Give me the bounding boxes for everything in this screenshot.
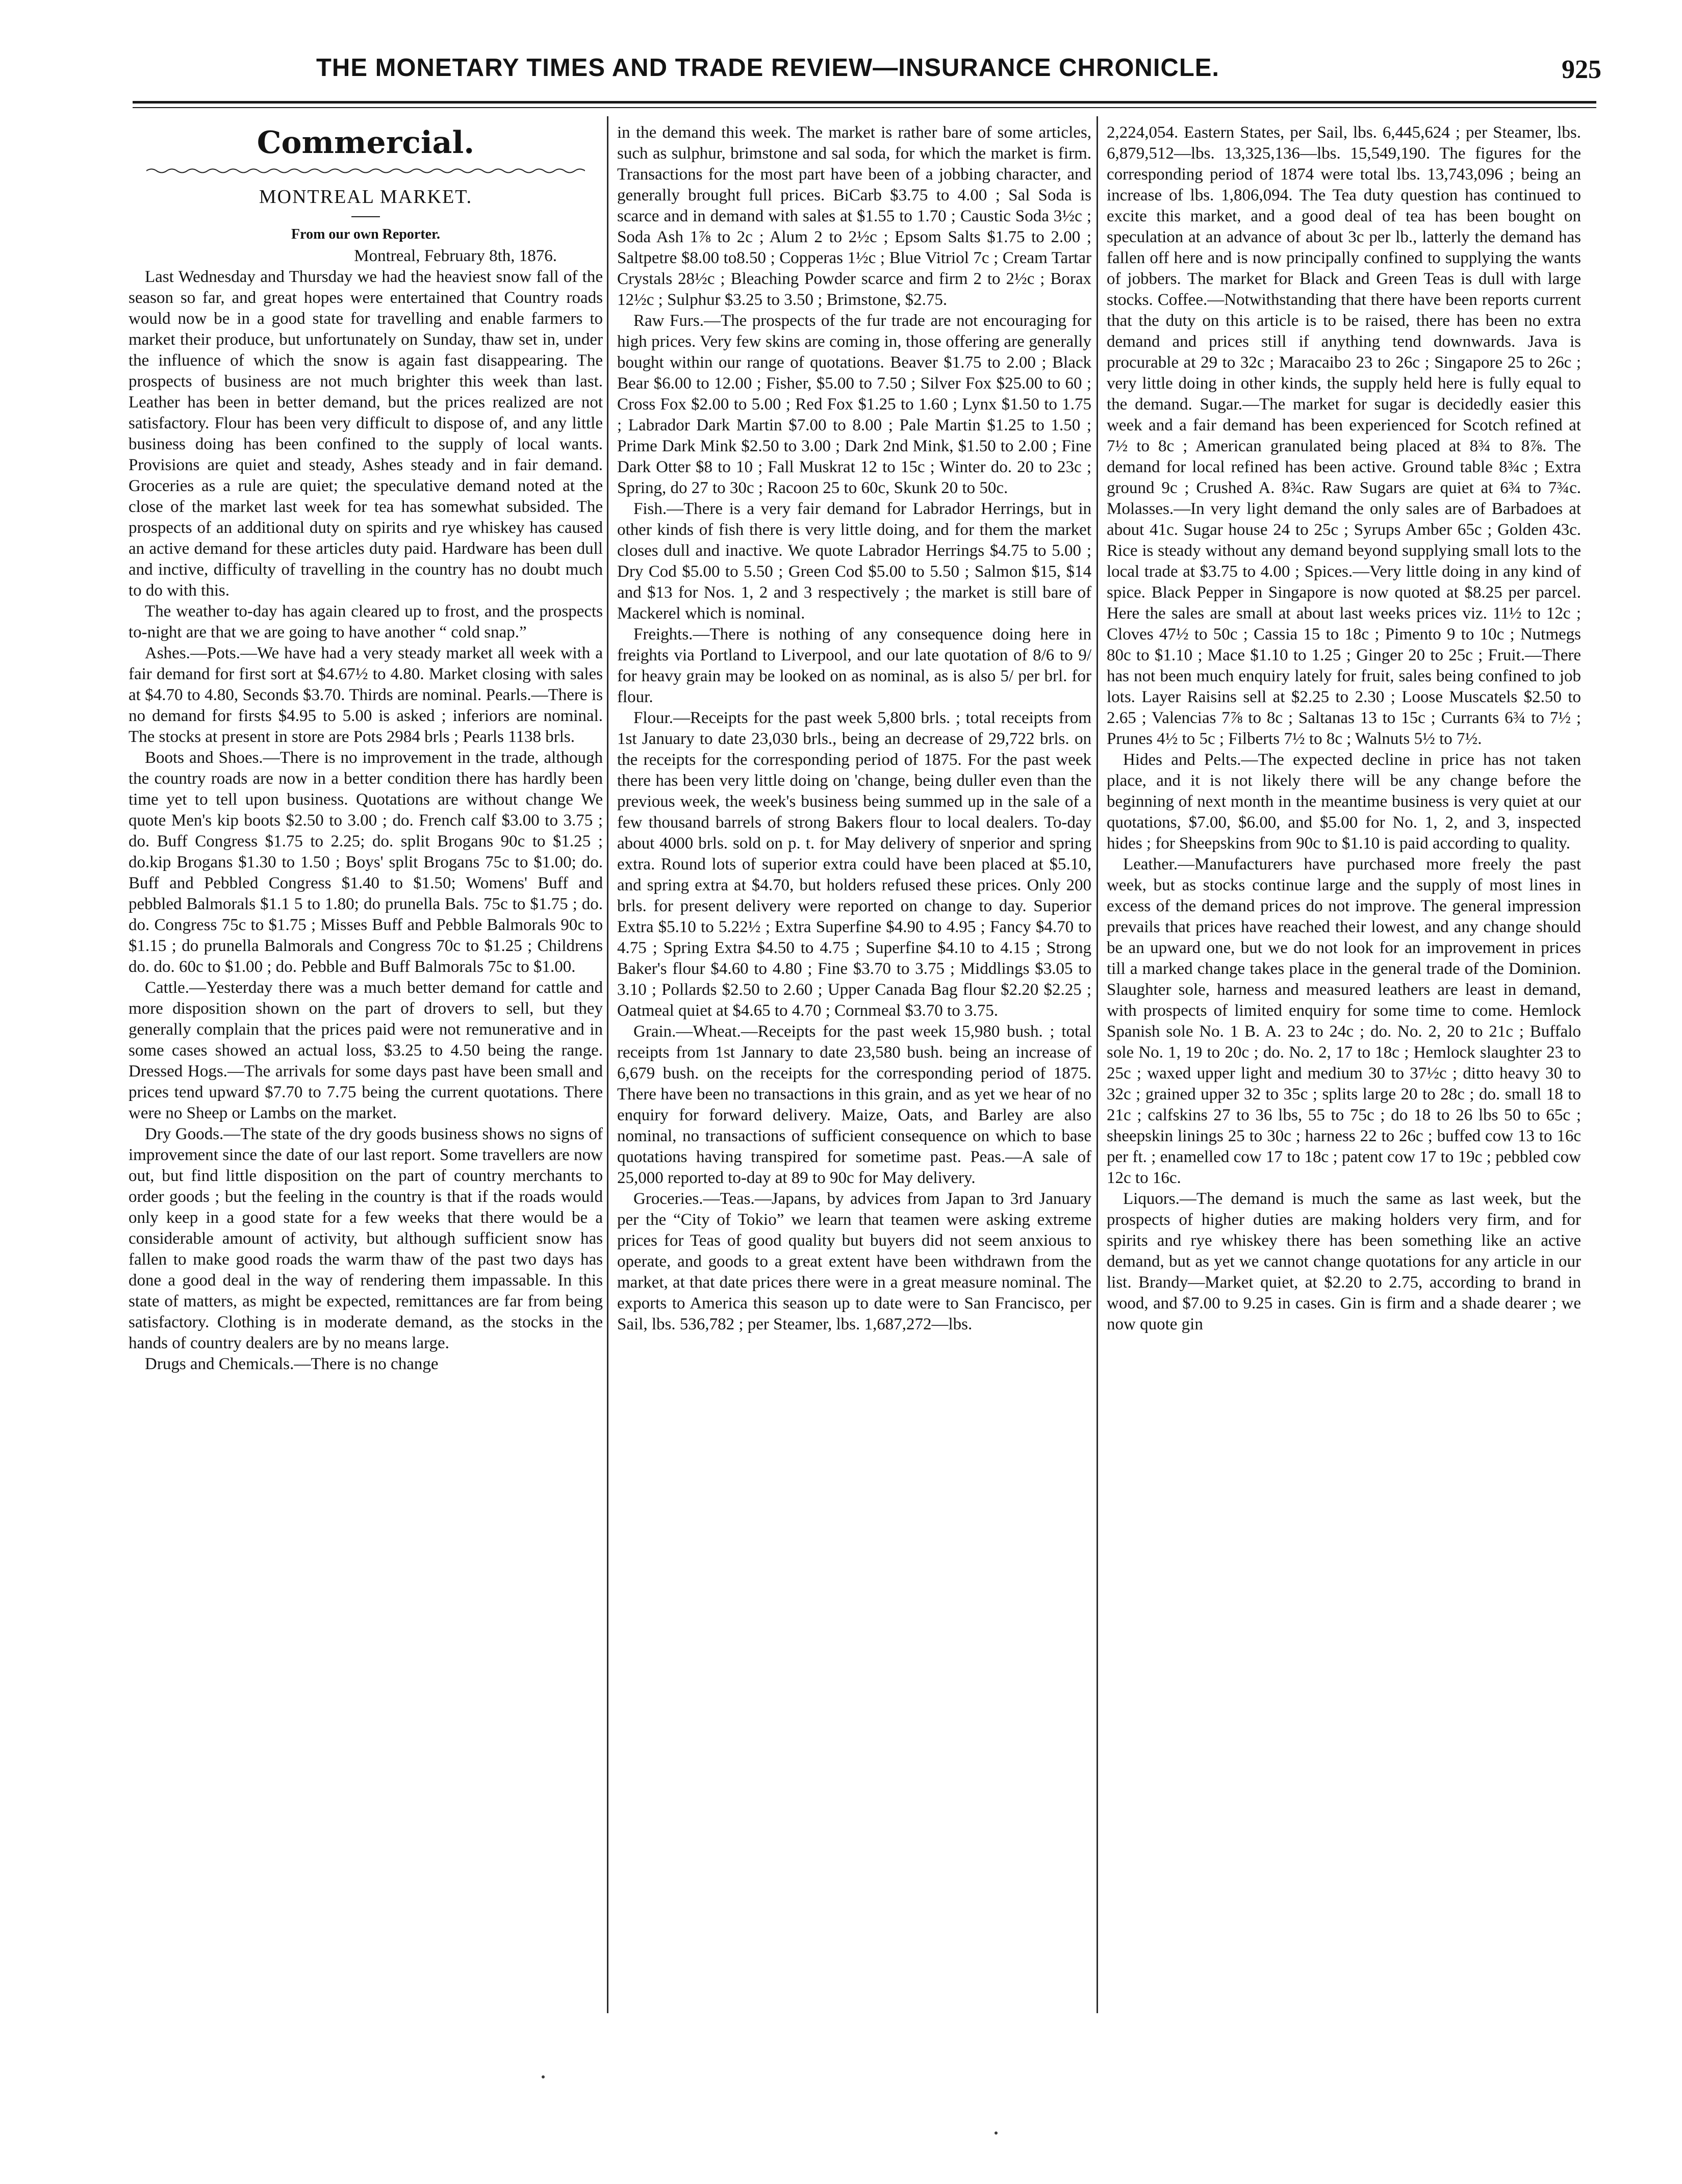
section-heading: Commercial.	[257, 125, 475, 161]
paragraph-fish: Fish.—There is a very fair demand for Labrador Herrings, but in other kinds of fish there is very little doing, and for them the market closes dull and inactive. We quote Labrador Herrings $4.75 to 5.00 ; Dry Cod $5.00 to 5.50 ; Green Cod $5.00 to 5.50 ; Salmon $15, $14 and $13 for Nos. 1, 2 and 3 respectively ; the market is still bare of Mackerel which is nominal.	[617, 500, 1091, 623]
paragraph-liquors: Liquors.—The demand is much the same as last week, but the prospects of higher duties are making holders very firm, and for spirits and rye whiskey there has been something like an active demand, but as yet we cannot change quotations for any article in our list. Brandy—Market quiet, at $2.20 to 2.75, according to brand in wood, and $7.00 to 9.25 in cases. Gin is firm and a shade dearer ; we now quote gin	[1107, 1190, 1581, 1333]
paragraph-flour: Flour.—Receipts for the past week 5,800 brls. ; total receipts from 1st January to date 23,030 brls., being an decrease of 29,722 brls. on the receipts for the corresponding period of 1875. For the past week there has been very little doing on 'change, being duller even than the previous week, the week's business being summed up in the sale of a few thousand barrels of strong Bakers flour to local dealers. To-day about 4000 brls. sold on p. t. for May delivery of snperior and spring extra. Round lots of superior extra could have been placed at $5.10, and spring extra at $4.70, but holders refused these prices. Only 200 brls. for present delivery were reported on change to day. Superior Extra $5.10 to 5.22½ ; Extra Superfine $4.90 to 4.95 ; Fancy $4.70 to 4.75 ; Spring Extra $4.50 to 4.75 ; Superfine $4.10 to 4.15 ; Strong Baker's flour $4.60 to 4.80 ; Fine $3.70 to 3.75 ; Middlings $3.05 to 3.10 ; Pollards $2.50 to 2.60 ; Upper Canada Bag flour $2.20 $2.25 ; Oatmeal quiet at $4.65 to 4.70 ; Cornmeal $3.70 to 3.75.	[617, 709, 1091, 1020]
running-head	[128, 54, 1601, 94]
paragraph-ashes: Ashes.—Pots.—We have had a very steady market all week with a fair demand for first sort at $4.67½ to 4.80. Market closing with sales at $4.70 to 4.80, Seconds $3.70. Thirds are nominal. Pearls.—There is no demand for firsts $4.95 to 5.00 is asked ; inferiors are nominal. The stocks at present in store are Pots 2984 brls ; Pearls 1138 brls.	[129, 644, 603, 746]
paragraph-drugs-continued: in the demand this week. The market is rather bare of some articles, such as sulphur, brimstone and sal soda, for which the market is firm. Transactions for the most part have been of a jobbing character, and generally brought full prices. BiCarb $3.75 to 4.00 ; Sal Soda is scarce and in demand with sales at $1.55 to 1.70 ; Caustic Soda 3½c ; Soda Ash 1⅞ to 2c ; Alum 2 to 2½c ; Epsom Salts $1.75 to 2.00 ; Saltpetre $8.00 to8.50 ; Copperas 1½c ; Blue Vitriol 7c ; Cream Tartar Crystals 28½c ; Bleaching Powder scarce and firm 2 to 2½c ; Borax 12½c ; Sulphur $3.25 to 3.50 ; Brimstone, $2.75.	[617, 123, 1091, 309]
paragraph-grain: Grain.—Wheat.—Receipts for the past week 15,980 bush. ; total receipts from 1st Jannary to date 23,580 bush. being an increase of 6,679 bush. on the receipts for the corresponding period of 1875. There have been no transactions in this grain, and as yet we hear of no enquiry for forward delivery. Maize, Oats, and Barley are also nominal, no transactions of sufficient consequence on which to base quotations having transpired for sometime past. Peas.—A sale of 25,000 reported to-day at 89 to 90c for May delivery.	[617, 1022, 1091, 1187]
header-rule-thin	[133, 107, 1596, 108]
paragraph-boots-and-shoes: Boots and Shoes.—There is no improvement in the trade, although the country roads are now in a better condition there has hardly been time yet to tell upon business. Quotations are without change We quote Men's kip boots $2.50 to 3.00 ; do. French calf $3.00 to 3.75 ; do. Buff Congress $1.75 to 2.25; do. split Brogans 90c to $1.25 ; do.kip Brogans $1.30 to 1.50 ; Boys' split Brogans 75c to $1.00; do. Buff and Pebbled Congress $1.40 to $1.50; Womens' Buff and pebbled Balmorals $1.1 5 to 1.80; do prunella Bals. 75c to $1.75 ; do. do. Congress 75c to $1.75 ; Misses Buff and Pebble Balmorals 90c to $1.15 ; do prunella Balmorals and Congress 70c to $1.25 ; Childrens do. do. 60c to $1.00 ; do. Pebble and Buff Balmorals 75c to $1.00.	[129, 749, 603, 976]
article-subheading: MONTREAL MARKET.	[259, 186, 473, 208]
paragraph-groceries-continued: 2,224,054. Eastern States, per Sail, lbs. 6,445,624 ; per Steamer, lbs. 6,879,512—lbs. 13,325,136—lbs. 15,549,190. The figures for the corresponding period of 1874 were total lbs. 13,743,096 ; being an increase of lbs. 1,806,094. The Tea duty question has continued to excite this market, and a good deal of tea has been bought on speculation at an advance of about 3c per lb., latterly the demand has fallen off here and is now principally confined to supplying the wants of jobbers. The market for Black and Green Teas is dull with large stocks. Coffee.—Notwithstanding that there have been reports current that the duty on this article is to be raised, there has been no extra demand and prices still if anything tend downwards. Java is procurable at 29 to 32c ; Maracaibo 23 to 26c ; Singapore 25 to 26c ; very little doing in other kinds, the supply held here is fully equal to the demand. Sugar.—The market for sugar is decidedly easier this week and a fair demand has been experienced for Scotch refined at 7½ to 8c ; American granulated being placed at 8¾ to 8⅞. The demand for local refined has been active. Ground table 8¾c ; Extra ground 9c ; Crushed A. 8¾c. Raw Sugars are quiet at 6¾ to 7¾c. Molasses.—In very light demand the only sales are of Barbadoes at about 41c. Sugar house 24 to 25c ; Syrups Amber 65c ; Golden 43c. Rice is steady without any demand beyond supplying small lots to the local trade at $3.75 to 4.00 ; Spices.—Very little doing in any kind of spice. Black Pepper in Singapore is now quoted at $8.25 per parcel. Here the sales are small at about last weeks prices viz. 11½ to 12c ; Cloves 47½ to 50c ; Cassia 15 to 18c ; Pimento 9 to 10c ; Nutmegs 80c to $1.10 ; Mace $1.10 to 1.25 ; Ginger 20 to 25c ; Fruit.—There has not been much enquiry lately for fruit, sales being confined to job lots. Layer Raisins sell at $2.25 to 2.30 ; Loose Muscatels $2.50 to 2.65 ; Valencias 7⅞ to 8c ; Saltanas 13 to 15c ; Currants 6¾ to 7½ ; Prunes 4½ to 5c ; Filberts 7½ to 8c ; Walnuts 5½ to 7½.	[1107, 123, 1581, 748]
page-number: 925	[1562, 55, 1601, 84]
column-3	[1107, 122, 1581, 1335]
paragraph-cattle: Cattle.—Yesterday there was a much better demand for cattle and more disposition shown on the part of drovers to sell, but they generally complain that the prices paid were not remunerative and in some cases showed an actual loss, $3.25 to 4.50 being the range. Dressed Hogs.—The arrivals for some days past have been small and prices tend upward $7.70 to 7.75 being the current quotations. There were no Sheep or Lambs on the market.	[129, 979, 603, 1122]
print-speck	[542, 2075, 545, 2078]
column-2	[617, 122, 1091, 1335]
column-divider-right	[1097, 116, 1098, 2013]
column-1	[129, 122, 603, 1375]
paragraph-hides-and-pelts: Hides and Pelts.—The expected decline in price has not taken place, and it is not likely there will be any change before the beginning of next month in the meantime business is very quiet at our quotations, $7.00, $6.00, and $5.00 for No. 1, 2, and 3, inspected hides ; for Sheepskins from 90c to $1.10 is paid according to quality.	[1107, 751, 1581, 853]
running-title: THE MONETARY TIMES AND TRADE REVIEW—INSURANCE CHRONICLE.	[316, 54, 1220, 82]
paragraph-weather: The weather to-day has again cleared up to frost, and the prospects to-night are that we are going to have another “ cold snap.”	[129, 602, 603, 641]
byline: From our own Reporter.	[291, 226, 440, 242]
column-divider-left	[607, 116, 608, 2013]
paragraph-leather: Leather.—Manufacturers have purchased more freely the past week, but as stocks continue large and the supply of most lines in excess of the demand prices do not improve. The general impression prevails that prices have reached their lowest, and any change should be an upward one, but we do not look for an improvement in prices till a marked change takes place in the general trade of the Dominion. Slaughter sole, harness and measured leathers are least in demand, with prospects of limited enquiry for some time to come. Hemlock Spanish sole No. 1 B. A. 23 to 24c ; do. No. 2, 20 to 21c ; Buffalo sole No. 1, 19 to 20c ; do. No. 2, 17 to 18c ; Hemlock slaughter 23 to 25c ; waxed upper light and medium 30 to 37½c ; ditto heavy 30 to 32c ; grained upper 32 to 35c ; splits large 20 to 28c ; do. small 18 to 21c ; calfskins 27 to 36 lbs, 55 to 75c ; do 18 to 26 lbs 50 to 65c ; sheepskin linings 25 to 30c ; harness 22 to 26c ; buffed cow 13 to 16c per ft. ; enamelled cow 17 to 18c ; patent cow 17 to 19c ; pebbled cow 12c to 16c.	[1107, 855, 1581, 1187]
print-speck	[995, 2131, 998, 2135]
paragraph-dry-goods: Dry Goods.—The state of the dry goods business shows no signs of improvement since the date of our last report. Some travellers are now out, but find little disposition on the part of country merchants to order goods ; but the feeling in the country is that if the roads would only keep in a good state for a few weeks that there would be a considerable amount of activity, but although sufficient snow has fallen to make good roads the warm thaw of the past two days has done a good deal in the way of rendering them impassable. In this state of matters, as might be expected, remittances are far from being satisfactory. Clothing is in moderate demand, as the stocks in the hands of country dealers are by no means large.	[129, 1125, 603, 1352]
dateline: Montreal, February 8th, 1876.	[354, 247, 557, 265]
short-rule	[351, 216, 380, 217]
paragraph-groceries: Groceries.—Teas.—Japans, by advices from Japan to 3rd January per the “City of Tokio” we learn that teamen were asking extreme prices for Teas of good quality but buyers did not seem anxious to operate, and goods to a great extent have been withdrawn from the market, at that date prices there were in a great measure nominal. The exports to America this season up to date were to San Francisco, per Sail, lbs. 536,782 ; per Steamer, lbs. 1,687,272—lbs.	[617, 1190, 1091, 1333]
header-rule-thick	[133, 101, 1596, 104]
paragraph-raw-furs: Raw Furs.—The prospects of the fur trade are not encouraging for high prices. Very few skins are coming in, those offering are generally bought within our range of quotations. Beaver $1.75 to 2.00 ; Black Bear $6.00 to 12.00 ; Fisher, $5.00 to 7.50 ; Silver Fox $25.00 to 60 ; Cross Fox $2.00 to 5.00 ; Red Fox $1.25 to 1.60 ; Lynx $1.50 to 1.75 ; Labrador Dark Martin $7.00 to 8.00 ; Pale Martin $1.25 to 1.50 ; Prime Dark Mink $2.50 to 3.00 ; Dark 2nd Mink, $1.50 to 2.00 ; Fine Dark Otter $8 to 10 ; Fall Muskrat 12 to 15c ; Winter do. 20 to 23c ; Spring, do 27 to 30c ; Racoon 25 to 60c, Skunk 20 to 50c.	[617, 312, 1091, 497]
paragraph-drugs-and-chemicals: Drugs and Chemicals.—There is no change	[145, 1355, 439, 1373]
paragraph-general-market: Last Wednesday and Thursday we had the heaviest snow fall of the season so far, and great hopes were entertained that Country roads would now be in a good state for travelling and enable farmers to market their produce, but unfortunately on Sunday, thaw set in, under the influence of which the snow is again fast disappearing. The prospects of business are not much brighter this week than last. Leather has been in better demand, but the prices realized are not satisfactory. Flour has been very difficult to dispose of, and any little business doing has been confined to the supply of local wants. Provisions are quiet and steady, Ashes steady and in fair demand. Groceries as a rule are quiet; the speculative demand noted at the close of the market last week for tea has somewhat subsided. The prospects of an additional duty on spirits and rye whiskey has caused an active demand for these articles duty paid. Hardware has been dull and inctive, difficulty of travelling in the country has no doubt much to do with this.	[129, 268, 603, 600]
paragraph-freights: Freights.—There is nothing of any consequence doing here in freights via Portland to Liverpool, and our late quotation of 8/6 to 9/ for heavy grain may be looked on as nominal, as is also 5/ per brl. for flour.	[617, 625, 1091, 706]
wavy-rule	[146, 167, 585, 174]
